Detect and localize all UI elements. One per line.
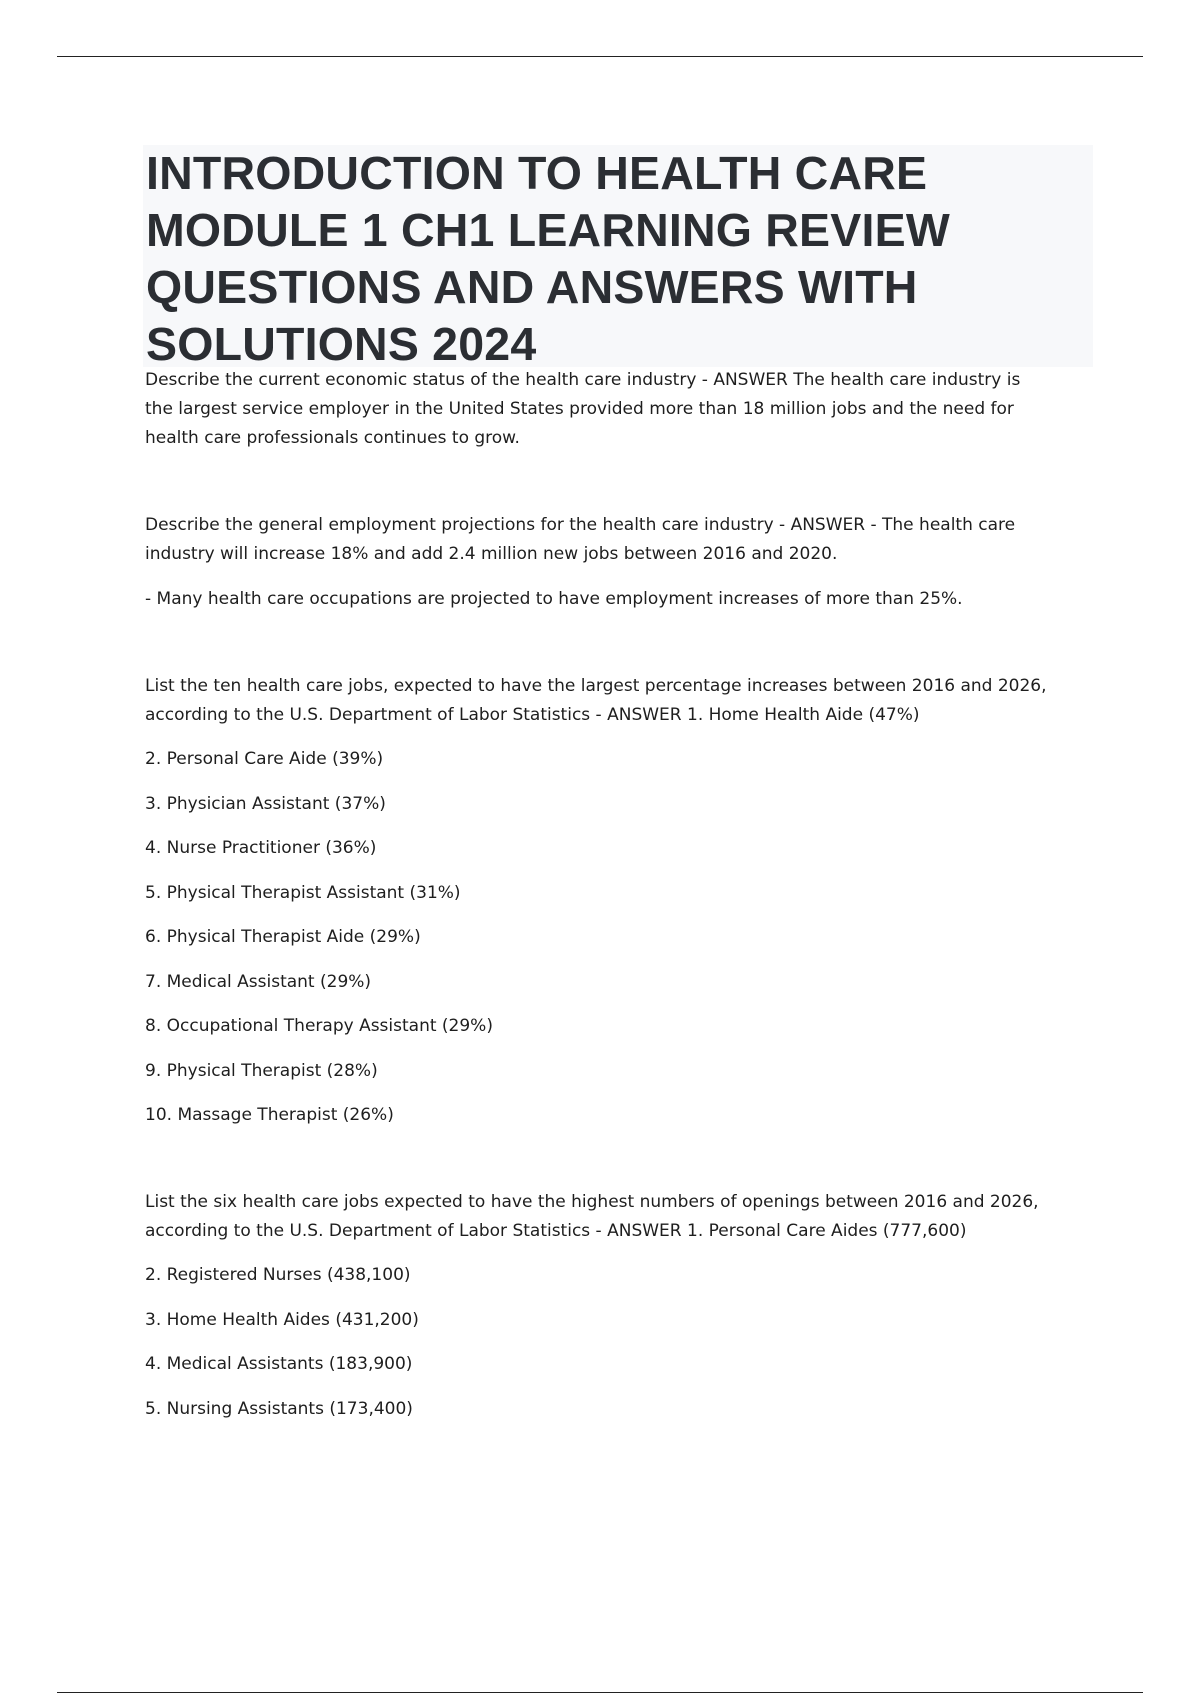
title-line: SOLUTIONS 2024: [146, 318, 537, 370]
percentage-list: [145, 745, 1090, 1130]
document-title: [146, 145, 1096, 373]
title-line: QUESTIONS AND ANSWERS WITH: [146, 261, 918, 313]
header-rule: [57, 56, 1143, 57]
text-line: the largest service employer in the United States provided more than 18 million jobs and the need for: [145, 399, 1014, 419]
list-item: 3. Home Health Aides (431,200): [145, 1309, 419, 1330]
text-line: according to the U.S. Department of Labor Statistics - ANSWER 1. Personal Care Aides (777,600): [145, 1221, 967, 1241]
list-item: 3. Physician Assistant (37%): [145, 793, 386, 814]
title-line: MODULE 1 CH1 LEARNING REVIEW: [146, 204, 950, 256]
text-line: health care professionals continues to grow.: [145, 428, 520, 448]
list-item: 5. Physical Therapist Assistant (31%): [145, 882, 461, 903]
list-item: 6. Physical Therapist Aide (29%): [145, 927, 421, 947]
text-line: List the six health care jobs expected to have the highest numbers of openings between 2016 and 2026,: [145, 1192, 1039, 1212]
list-item: 9. Physical Therapist (28%): [145, 1060, 378, 1081]
text-line: Describe the current economic status of the health care industry - ANSWER The health care industry is: [145, 370, 1021, 390]
question-economic-status: [145, 366, 1090, 453]
question-employment-projections: [145, 511, 1090, 569]
text-line: Describe the general employment projections for the health care industry - ANSWER - The health care: [145, 515, 1016, 535]
list-item: 8. Occupational Therapy Assistant (29%): [145, 1016, 493, 1036]
text-line: according to the U.S. Department of Labor Statistics - ANSWER 1. Home Health Aide (47%): [145, 705, 920, 725]
footer-rule: [57, 1692, 1143, 1693]
list-item: 4. Medical Assistants (183,900): [145, 1354, 413, 1374]
list-item: 2. Registered Nurses (438,100): [145, 1265, 411, 1285]
text-line: List the ten health care jobs, expected to have the largest percentage increases between 2016 and 2026,: [145, 676, 1047, 696]
title-line: INTRODUCTION TO HEALTH CARE: [146, 147, 928, 199]
question-highest-openings: [145, 1188, 1090, 1246]
list-item: 10. Massage Therapist (26%): [145, 1105, 394, 1125]
answer-extra-line: - Many health care occupations are projected to have employment increases of more than 25%.: [145, 589, 963, 609]
list-item: 5. Nursing Assistants (173,400): [145, 1398, 413, 1419]
list-item: 4. Nurse Practitioner (36%): [145, 838, 377, 858]
list-item: 7. Medical Assistant (29%): [145, 971, 372, 992]
document-body: [145, 366, 1090, 1424]
list-item: 2. Personal Care Aide (39%): [145, 749, 384, 769]
text-line: industry will increase 18% and add 2.4 million new jobs between 2016 and 2020.: [145, 544, 838, 564]
openings-list: [145, 1261, 1090, 1424]
question-largest-percentage: [145, 672, 1090, 730]
